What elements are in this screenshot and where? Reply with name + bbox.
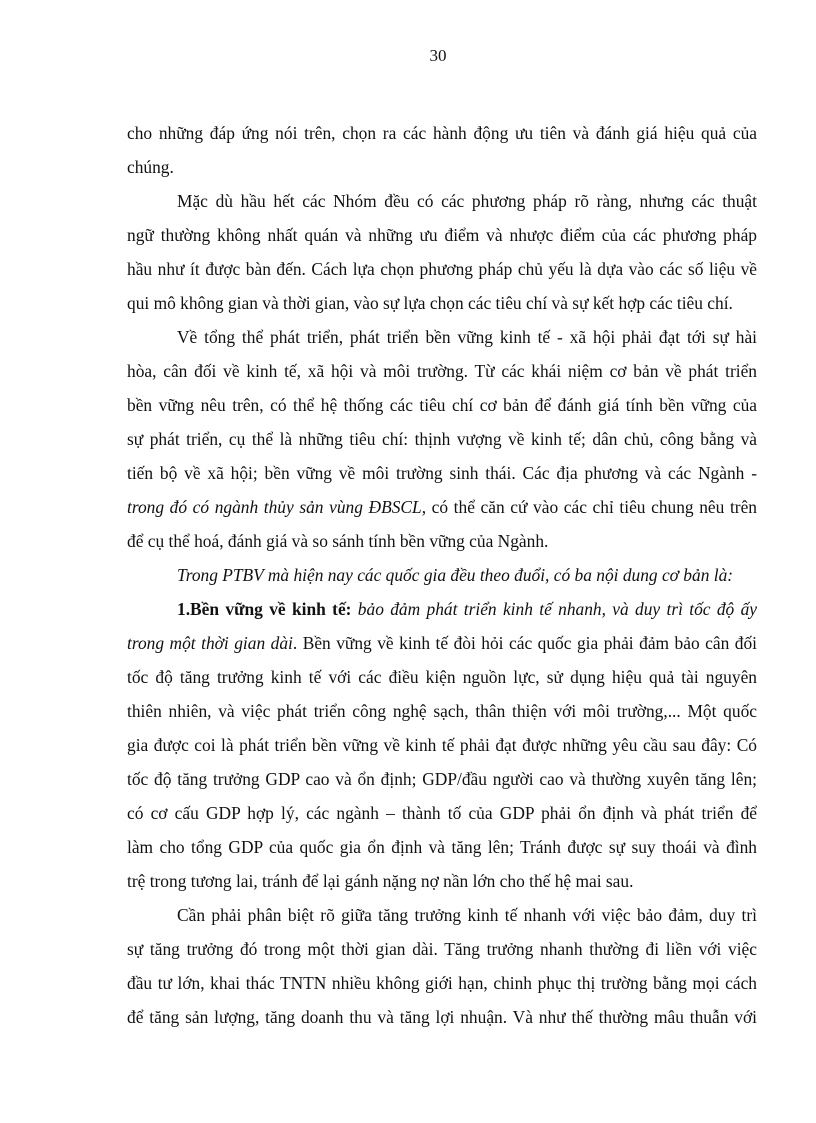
line-content [127, 800, 757, 826]
body-text: làm cho tổng GDP của quốc gia ổn định và tăng lên; Tránh được sự suy thoái và đình [127, 837, 757, 857]
paragraph [127, 188, 757, 324]
line-content [127, 120, 757, 146]
italic-text: bảo đảm phát triển kinh tế nhanh, và duy trì tốc độ ấy [357, 599, 757, 619]
bold-heading-text: 1.Bền vững về kinh tế: [177, 599, 358, 619]
text-line [127, 664, 757, 698]
line-content [127, 256, 757, 282]
text-line [127, 358, 757, 392]
text-line [127, 1004, 757, 1038]
body-text: trệ trong tương lai, tránh để lại gánh nặng nợ nần lớn cho thế hệ mai sau. [127, 871, 634, 891]
paragraph [127, 120, 757, 188]
body-text: . Bền vững về kinh tế đòi hỏi các quốc gia phải đảm bảo cân đối [292, 633, 758, 653]
paragraph [127, 902, 757, 1038]
document-body [127, 120, 757, 1038]
line-content [127, 154, 757, 180]
text-line [127, 970, 757, 1004]
line-content [127, 460, 757, 486]
text-line [127, 120, 757, 154]
body-text: thiên nhiên, và việc phát triển công nghệ sạch, thân thiện với môi trường,... Một quốc [127, 701, 757, 721]
body-text: cho những đáp ứng nói trên, chọn ra các hành động ưu tiên và đánh giá hiệu quả của [127, 123, 757, 143]
line-content [127, 664, 757, 690]
body-text: tốc độ tăng trưởng GDP cao và ổn định; GDP/đầu người cao và thường xuyên tăng lên; [127, 769, 757, 789]
line-content [127, 766, 757, 792]
body-text: Mặc dù hầu hết các Nhóm đều có các phương pháp rõ ràng, nhưng các thuật [177, 191, 757, 211]
text-line [127, 868, 757, 902]
line-content [127, 732, 757, 758]
text-line [127, 902, 757, 936]
body-text: Về tổng thể phát triển, phát triển bền vững kinh tế - xã hội phải đạt tới sự hài [177, 327, 757, 347]
paragraph [127, 562, 757, 596]
line-content [127, 630, 757, 656]
text-line [127, 834, 757, 868]
body-text: có cơ cấu GDP hợp lý, các ngành – thành tố của GDP phải ổn định và phát triển để [127, 803, 757, 823]
paragraph [127, 596, 757, 902]
body-text: hòa, cân đối về kinh tế, xã hội và môi trường. Từ các khái niệm cơ bản về phát triển [127, 361, 757, 381]
text-line [127, 426, 757, 460]
text-line [127, 324, 757, 358]
text-line [127, 392, 757, 426]
line-content [127, 834, 757, 860]
text-line [127, 460, 757, 494]
italic-text: trong một thời gian dài [127, 633, 293, 653]
text-line [127, 596, 757, 630]
body-text: gia được coi là phát triển bền vững về kinh tế phải đạt được những yêu cầu sau đây: Có [127, 735, 757, 755]
text-line [127, 188, 757, 222]
line-content [127, 1004, 757, 1030]
text-line [127, 766, 757, 800]
line-content [177, 562, 757, 588]
line-content [127, 970, 757, 996]
line-content [127, 494, 757, 520]
text-line [127, 732, 757, 766]
body-text: , có thể căn cứ vào các chỉ tiêu chung nêu trên [421, 497, 757, 517]
body-text: sự phát triển, cụ thể là những tiêu chí: thịnh vượng về kinh tế; dân chủ, công bằng và [127, 429, 757, 449]
line-content [127, 426, 757, 452]
line-content [177, 902, 757, 928]
line-content [127, 290, 757, 316]
body-text: tốc độ tăng trưởng kinh tế với các điều kiện nguồn lực, sử dụng hiệu quả tài nguyên [127, 667, 757, 687]
text-line [127, 290, 757, 324]
body-text: bền vững nêu trên, có thể hệ thống các tiêu chí cơ bản để đánh giá tính bền vững của [127, 395, 757, 415]
line-content [127, 936, 757, 962]
line-content [127, 392, 757, 418]
text-line [127, 800, 757, 834]
body-text: Cần phải phân biệt rõ giữa tăng trưởng kinh tế nhanh với việc bảo đảm, duy trì [177, 905, 757, 925]
line-content [177, 596, 757, 622]
body-text: chúng. [127, 157, 174, 177]
line-content [127, 868, 757, 894]
text-line [127, 698, 757, 732]
text-line [127, 630, 757, 664]
text-line [127, 222, 757, 256]
line-content [127, 222, 757, 248]
line-content [177, 324, 757, 350]
line-content [127, 358, 757, 384]
body-text: qui mô không gian và thời gian, vào sự lựa chọn các tiêu chí và sự kết hợp các tiêu chí. [127, 293, 733, 313]
paragraph [127, 324, 757, 562]
body-text: hầu như ít được bàn đến. Cách lựa chọn phương pháp chủ yếu là dựa vào các số liệu về [127, 259, 757, 279]
line-content [127, 698, 757, 724]
text-line [127, 936, 757, 970]
line-content [127, 528, 757, 554]
text-line [127, 494, 757, 528]
text-line [127, 154, 757, 188]
text-line [127, 256, 757, 290]
body-text: để tăng sản lượng, tăng doanh thu và tăng lợi nhuận. Và như thế thường mâu thuẫn với [127, 1007, 757, 1027]
body-text: đầu tư lớn, khai thác TNTN nhiều không giới hạn, chinh phục thị trường bằng mọi cách [127, 973, 757, 993]
body-text: để cụ thể hoá, đánh giá và so sánh tính bền vững của Ngành. [127, 531, 549, 551]
italic-text: Trong PTBV mà hiện nay các quốc gia đều theo đuổi, có ba nội dung cơ bản là: [177, 565, 734, 585]
body-text: tiến bộ về xã hội; bền vững về môi trường sinh thái. Các địa phương và các Ngành - [127, 463, 757, 483]
text-line [127, 528, 757, 562]
body-text: sự tăng trưởng đó trong một thời gian dài. Tăng trưởng nhanh thường đi liền với việc [127, 939, 757, 959]
body-text: ngữ thường không nhất quán và những ưu điểm và nhược điểm của các phương pháp [127, 225, 757, 245]
italic-text: trong đó có ngành thủy sản vùng ĐBSCL [127, 497, 422, 517]
page-number: 30 [429, 46, 447, 65]
text-line [127, 562, 757, 596]
line-content [177, 188, 757, 214]
